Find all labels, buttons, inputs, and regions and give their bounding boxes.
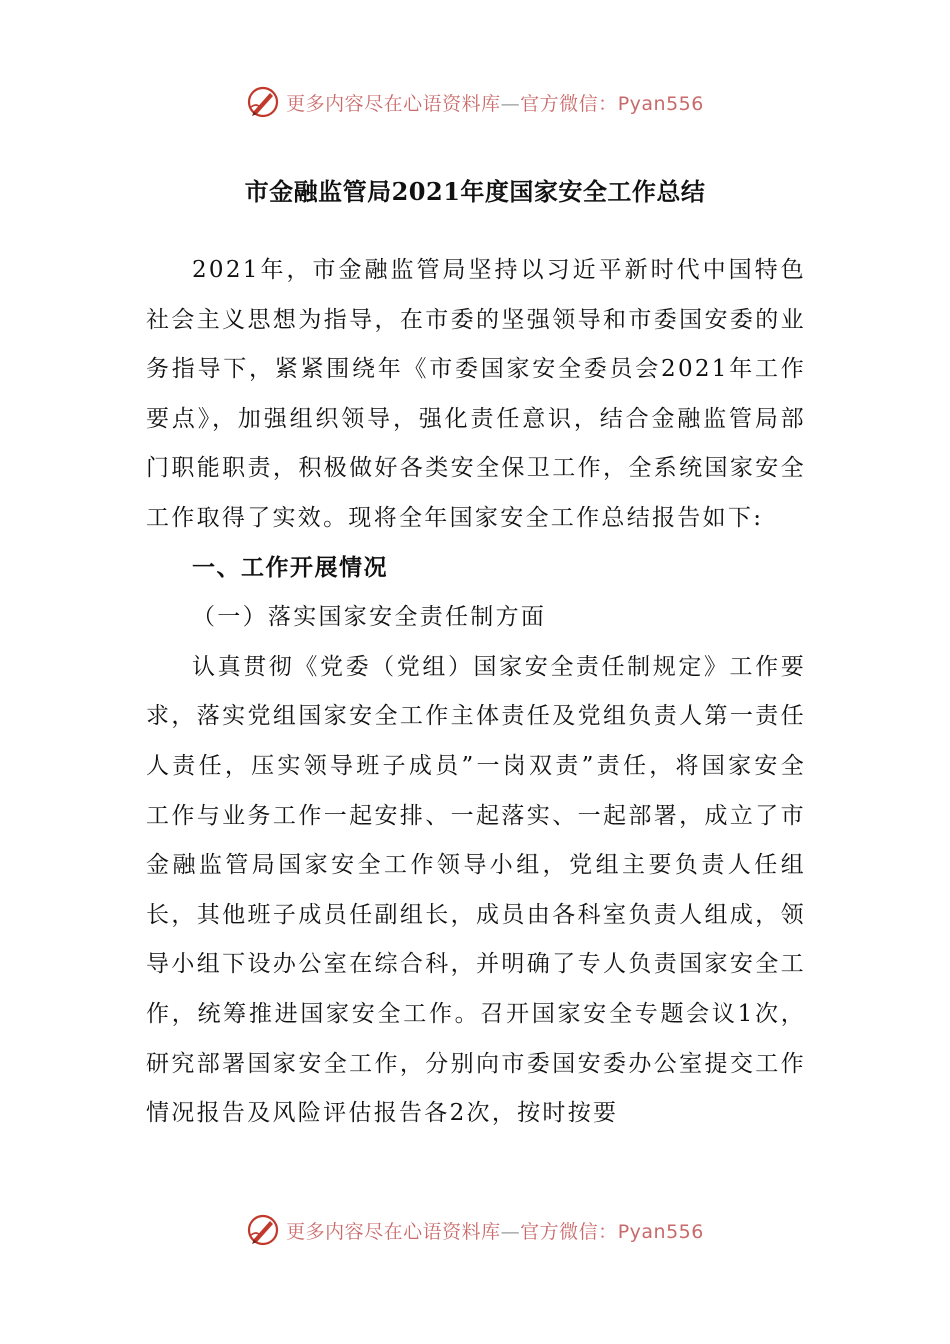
pen-logo-icon [246, 85, 280, 119]
watermark-text: 更多内容尽在心语资料库—官方微信：Pyan556 [286, 1220, 704, 1243]
watermark-text: 更多内容尽在心语资料库—官方微信：Pyan556 [286, 92, 704, 115]
pen-logo-icon [246, 1213, 280, 1247]
section-heading: 一、工作开展情况 [192, 554, 388, 581]
watermark-header [0, 82, 950, 122]
body-paragraph: 认真贯彻《党委（党组）国家安全责任制规定》工作要求，落实党组国家安全工作主体责任及党组负责人第一责任人责任，压实领导班子成员”一岗双责”责任，将国家安全工作与业务工作一起安排、一起落实、一起部署，成立了市金融监管局国家安全工作领导小组，党组主要负责人任组长，其他班子成员任副组长，成员由各科室负责人组成，领导小组下设办公室在综合科，并明确了专人负责国家安全工作，统筹推进国家安全工作。召开国家安全专题会议1次，研究部署国家安全工作，分别向市委国安委办公室提交工作情况报告及风险评估报告各2次，按时按要 [146, 653, 806, 1127]
document-title: 市金融监管局2021年度国家安全工作总结 [244, 177, 706, 206]
intro-paragraph: 2021年，市金融监管局坚持以习近平新时代中国特色社会主义思想为指导，在市委的坚强领导和市委国安委的业务指导下，紧紧围绕年《市委国家安全委员会2021年工作要点》，加强组织领导，强化责任意识，结合金融监管局部门职能职责，积极做好各类安全保卫工作，全系统国家安全工作取得了实效。现将全年国家安全工作总结报告如下: [146, 257, 806, 531]
document-body [146, 246, 806, 1139]
watermark-footer [0, 1210, 950, 1250]
subsection-heading: （一）落实国家安全责任制方面 [192, 604, 547, 631]
